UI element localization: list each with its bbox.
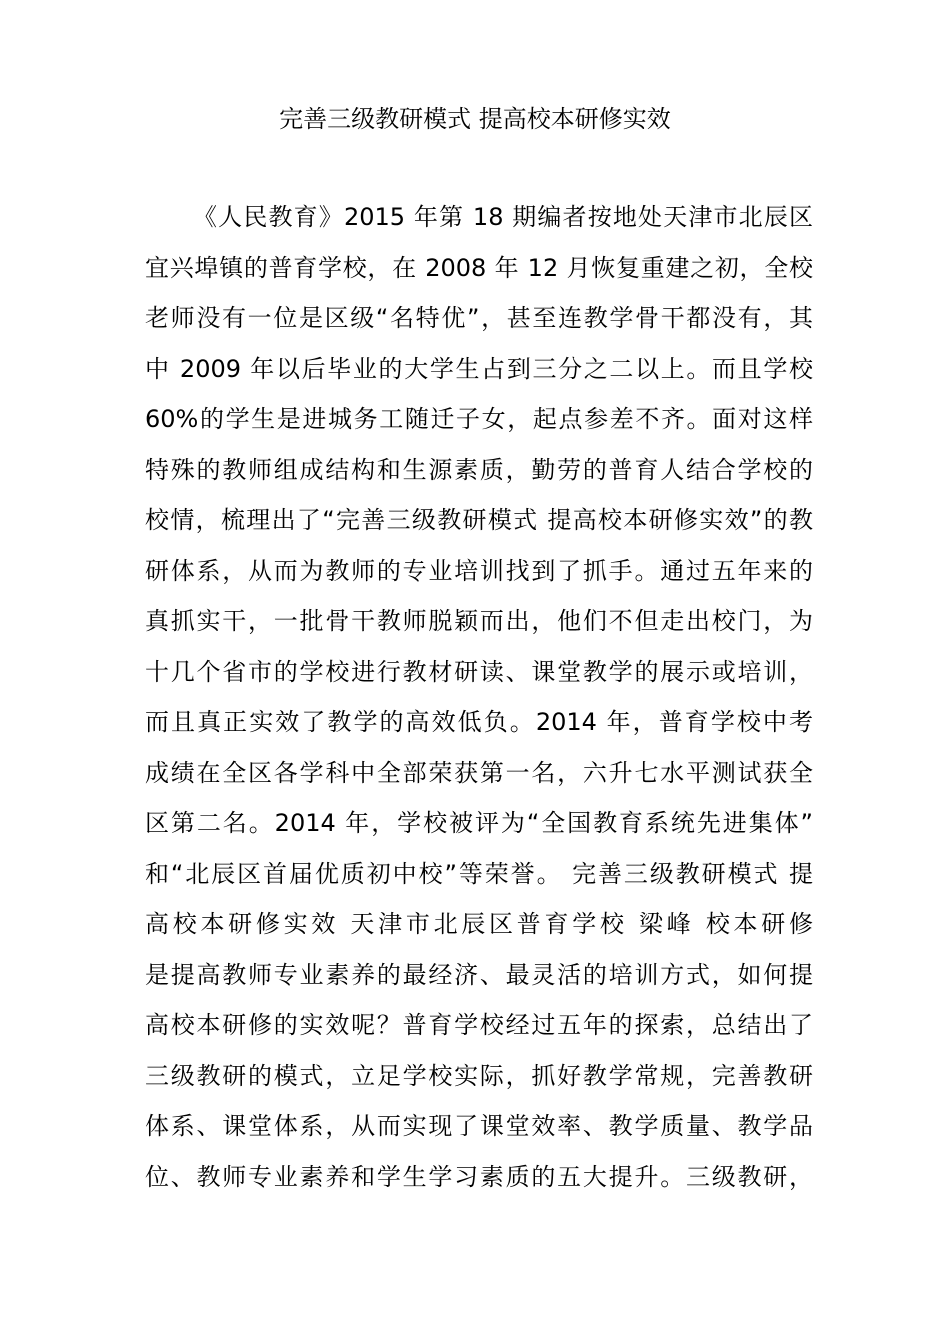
body-line: 成绩在全区各学科中全部荣获第一名，六升七水平测试获全: [145, 758, 813, 787]
body-line: 高校本研修的实效呢？普育学校经过五年的探索，总结出了: [145, 1011, 813, 1039]
body-line: 研体系，从而为教师的专业培训找到了抓手。通过五年来的: [145, 556, 813, 585]
body-line: 《人民教育》2015 年第 18 期编者按地处天津市北辰区: [193, 203, 813, 231]
body-line: 是提高教师专业素养的最经济、最灵活的培训方式，如何提: [145, 960, 813, 989]
body-line: 校情，梳理出了“完善三级教研模式 提高校本研修实效”的教: [145, 506, 813, 534]
body-line: 中 2009 年以后毕业的大学生占到三分之二以上。而且学校: [145, 354, 813, 383]
body-line: 区第二名。2014 年，学校被评为“全国教育系统先进集体”: [145, 809, 813, 837]
body-line: 体系、课堂体系，从而实现了课堂效率、教学质量、教学品: [145, 1112, 813, 1140]
body-line: 十几个省市的学校进行教材研读、课堂教学的展示或培训，: [145, 657, 813, 686]
body-line: 60%的学生是进城务工随迁子女，起点参差不齐。面对这样: [145, 405, 813, 433]
body-line: 特殊的教师组成结构和生源素质，勤劳的普育人结合学校的: [145, 455, 813, 484]
body-line: 高校本研修实效 天津市北辰区普育学校 梁峰 校本研修: [145, 910, 813, 938]
document-title: 完善三级教研模式 提高校本研修实效: [279, 105, 671, 133]
body-line: 老师没有一位是区级“名特优”，甚至连教学骨干都没有，其: [145, 304, 813, 332]
body-line: 和“北辰区首届优质初中校”等荣誉。 完善三级教研模式 提: [145, 859, 813, 888]
body-line: 而且真正实效了教学的高效低负。2014 年，普育学校中考: [145, 708, 813, 736]
body-line: 三级教研的模式，立足学校实际，抓好教学常规，完善教研: [145, 1061, 813, 1090]
document-body: [145, 192, 813, 1202]
body-line: 真抓实干，一批骨干教师脱颖而出，他们不但走出校门，为: [145, 607, 813, 635]
body-line: 位、教师专业素养和学生学习素质的五大提升。三级教研，: [145, 1162, 813, 1191]
body-line: 宜兴埠镇的普育学校，在 2008 年 12 月恢复重建之初，全校: [145, 253, 813, 282]
